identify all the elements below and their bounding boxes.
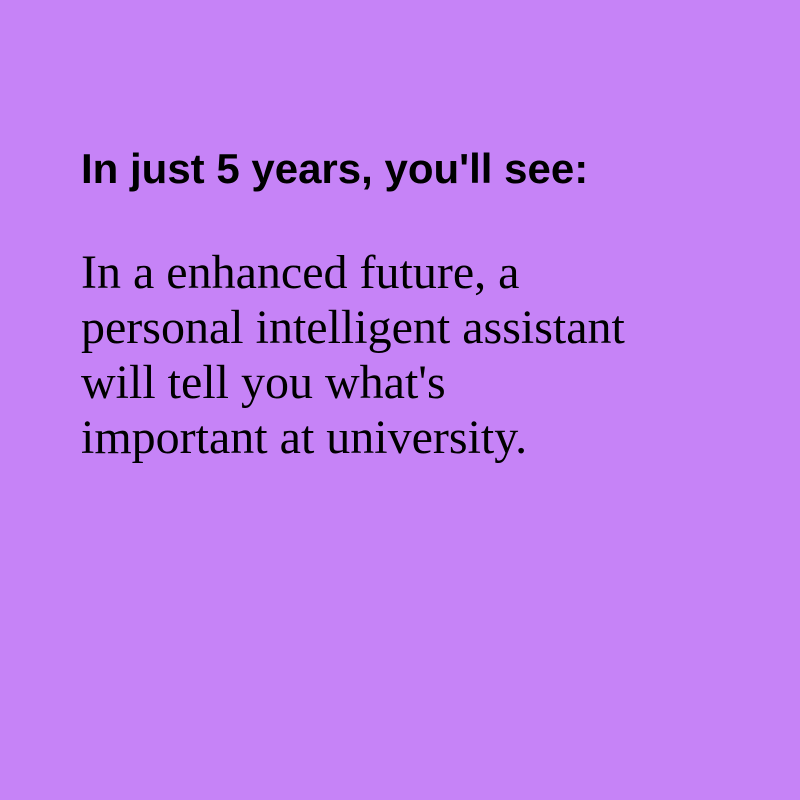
card-body-text: In a enhanced future, a personal intelligent assistant will tell you what's important at university. (81, 246, 625, 464)
card-heading: In just 5 years, you'll see: (81, 145, 589, 192)
